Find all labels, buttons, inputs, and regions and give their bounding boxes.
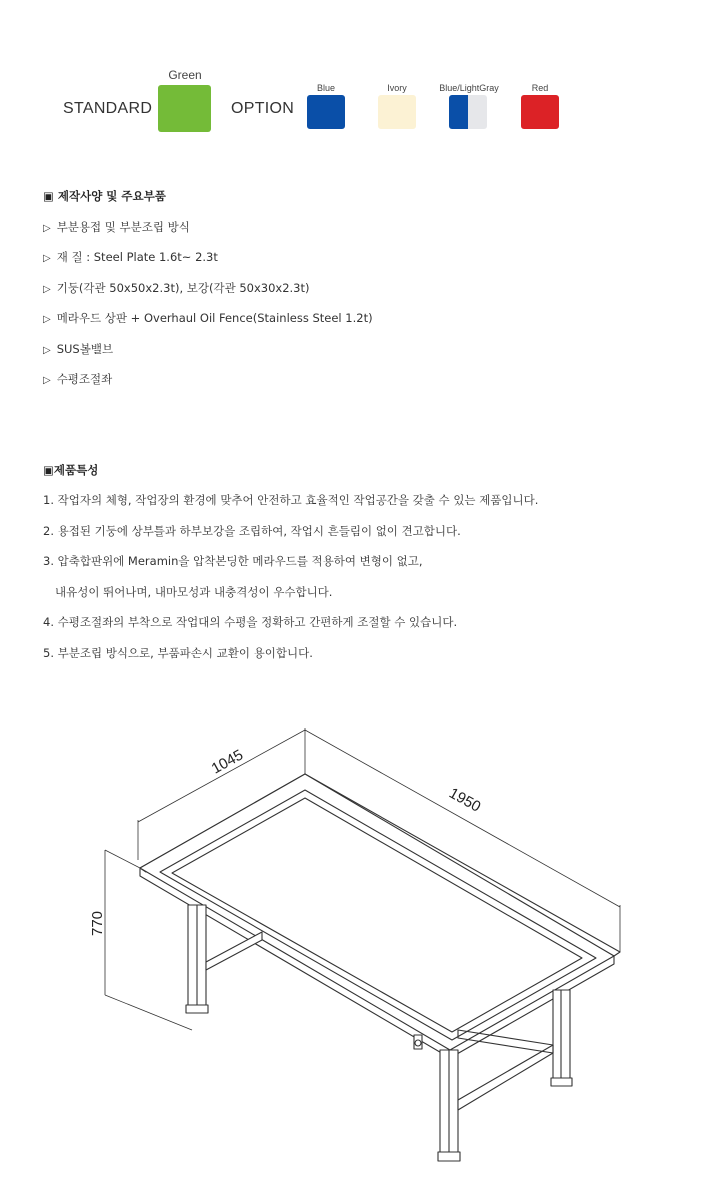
spec-item: ▷ 부분용접 및 부분조립 방식 (43, 220, 190, 234)
spec-item: ▷ 기둥(각관 50x50x2.3t), 보강(각관 50x30x2.3t) (43, 281, 310, 295)
dim-height-label: 770 (89, 910, 106, 936)
bullet-icon: ▷ (43, 314, 51, 325)
swatch-blue-lightgray (449, 95, 487, 129)
workbench-drawing (0, 700, 709, 1181)
swatch-red (521, 95, 559, 129)
standard-label: STANDARD (63, 100, 153, 117)
feature-item: 3. 압축합판위에 Meramin을 압착본딩한 메라우드를 적용하여 변형이 없고, (43, 554, 423, 568)
swatch-label-red: Red (531, 83, 549, 93)
feature-item: 5. 부분조립 방식으로, 부품파손시 교환이 용이합니다. (43, 646, 313, 660)
bullet-icon: ▷ (43, 253, 51, 264)
spec-item: ▷ 메라우드 상판 + Overhaul Oil Fence(Stainless Steel 1.2t) (43, 311, 373, 325)
spec-title: ▣ 제작사양 및 주요부품 (43, 189, 166, 203)
spec-item: ▷ 수평조절좌 (43, 372, 113, 386)
swatch-green (158, 85, 211, 132)
dim-width-label: 1950 (446, 784, 484, 816)
feature-item: 내유성이 뛰어나며, 내마모성과 내충격성이 우수합니다. (55, 585, 333, 599)
option-label: OPTION (231, 100, 295, 117)
swatch-ivory (378, 95, 416, 129)
bullet-icon: ▷ (43, 375, 51, 386)
feature-item: 1. 작업자의 체형, 작업장의 환경에 맞추어 안전하고 효율적인 작업공간을 갖출 수 있는 제품입니다. (43, 493, 539, 507)
swatch-blue (307, 95, 345, 129)
features-title: ▣제품특성 (43, 463, 99, 477)
bullet-icon: ▷ (43, 223, 51, 234)
feature-item: 4. 수평조절좌의 부착으로 작업대의 수평을 정확하고 간편하게 조절할 수 있습니다. (43, 615, 458, 629)
bullet-icon: ▷ (43, 345, 51, 356)
bullet-icon: ▷ (43, 284, 51, 295)
swatch-label-ivory: Ivory (387, 83, 407, 93)
dim-depth-label: 1045 (208, 746, 247, 778)
swatch-label-blue-lightgray: Blue/LightGray (439, 83, 499, 93)
feature-item: 2. 용접된 기둥에 상부틀과 하부보강을 조립하여, 작업시 흔들림이 없이 견고합니다. (43, 524, 461, 538)
swatch-label-green: Green (168, 68, 202, 82)
spec-item: ▷ SUS볼밸브 (43, 342, 114, 356)
swatch-label-blue: Blue (316, 83, 335, 93)
spec-item: ▷ 재 질 : Steel Plate 1.6t~ 2.3t (43, 250, 218, 264)
